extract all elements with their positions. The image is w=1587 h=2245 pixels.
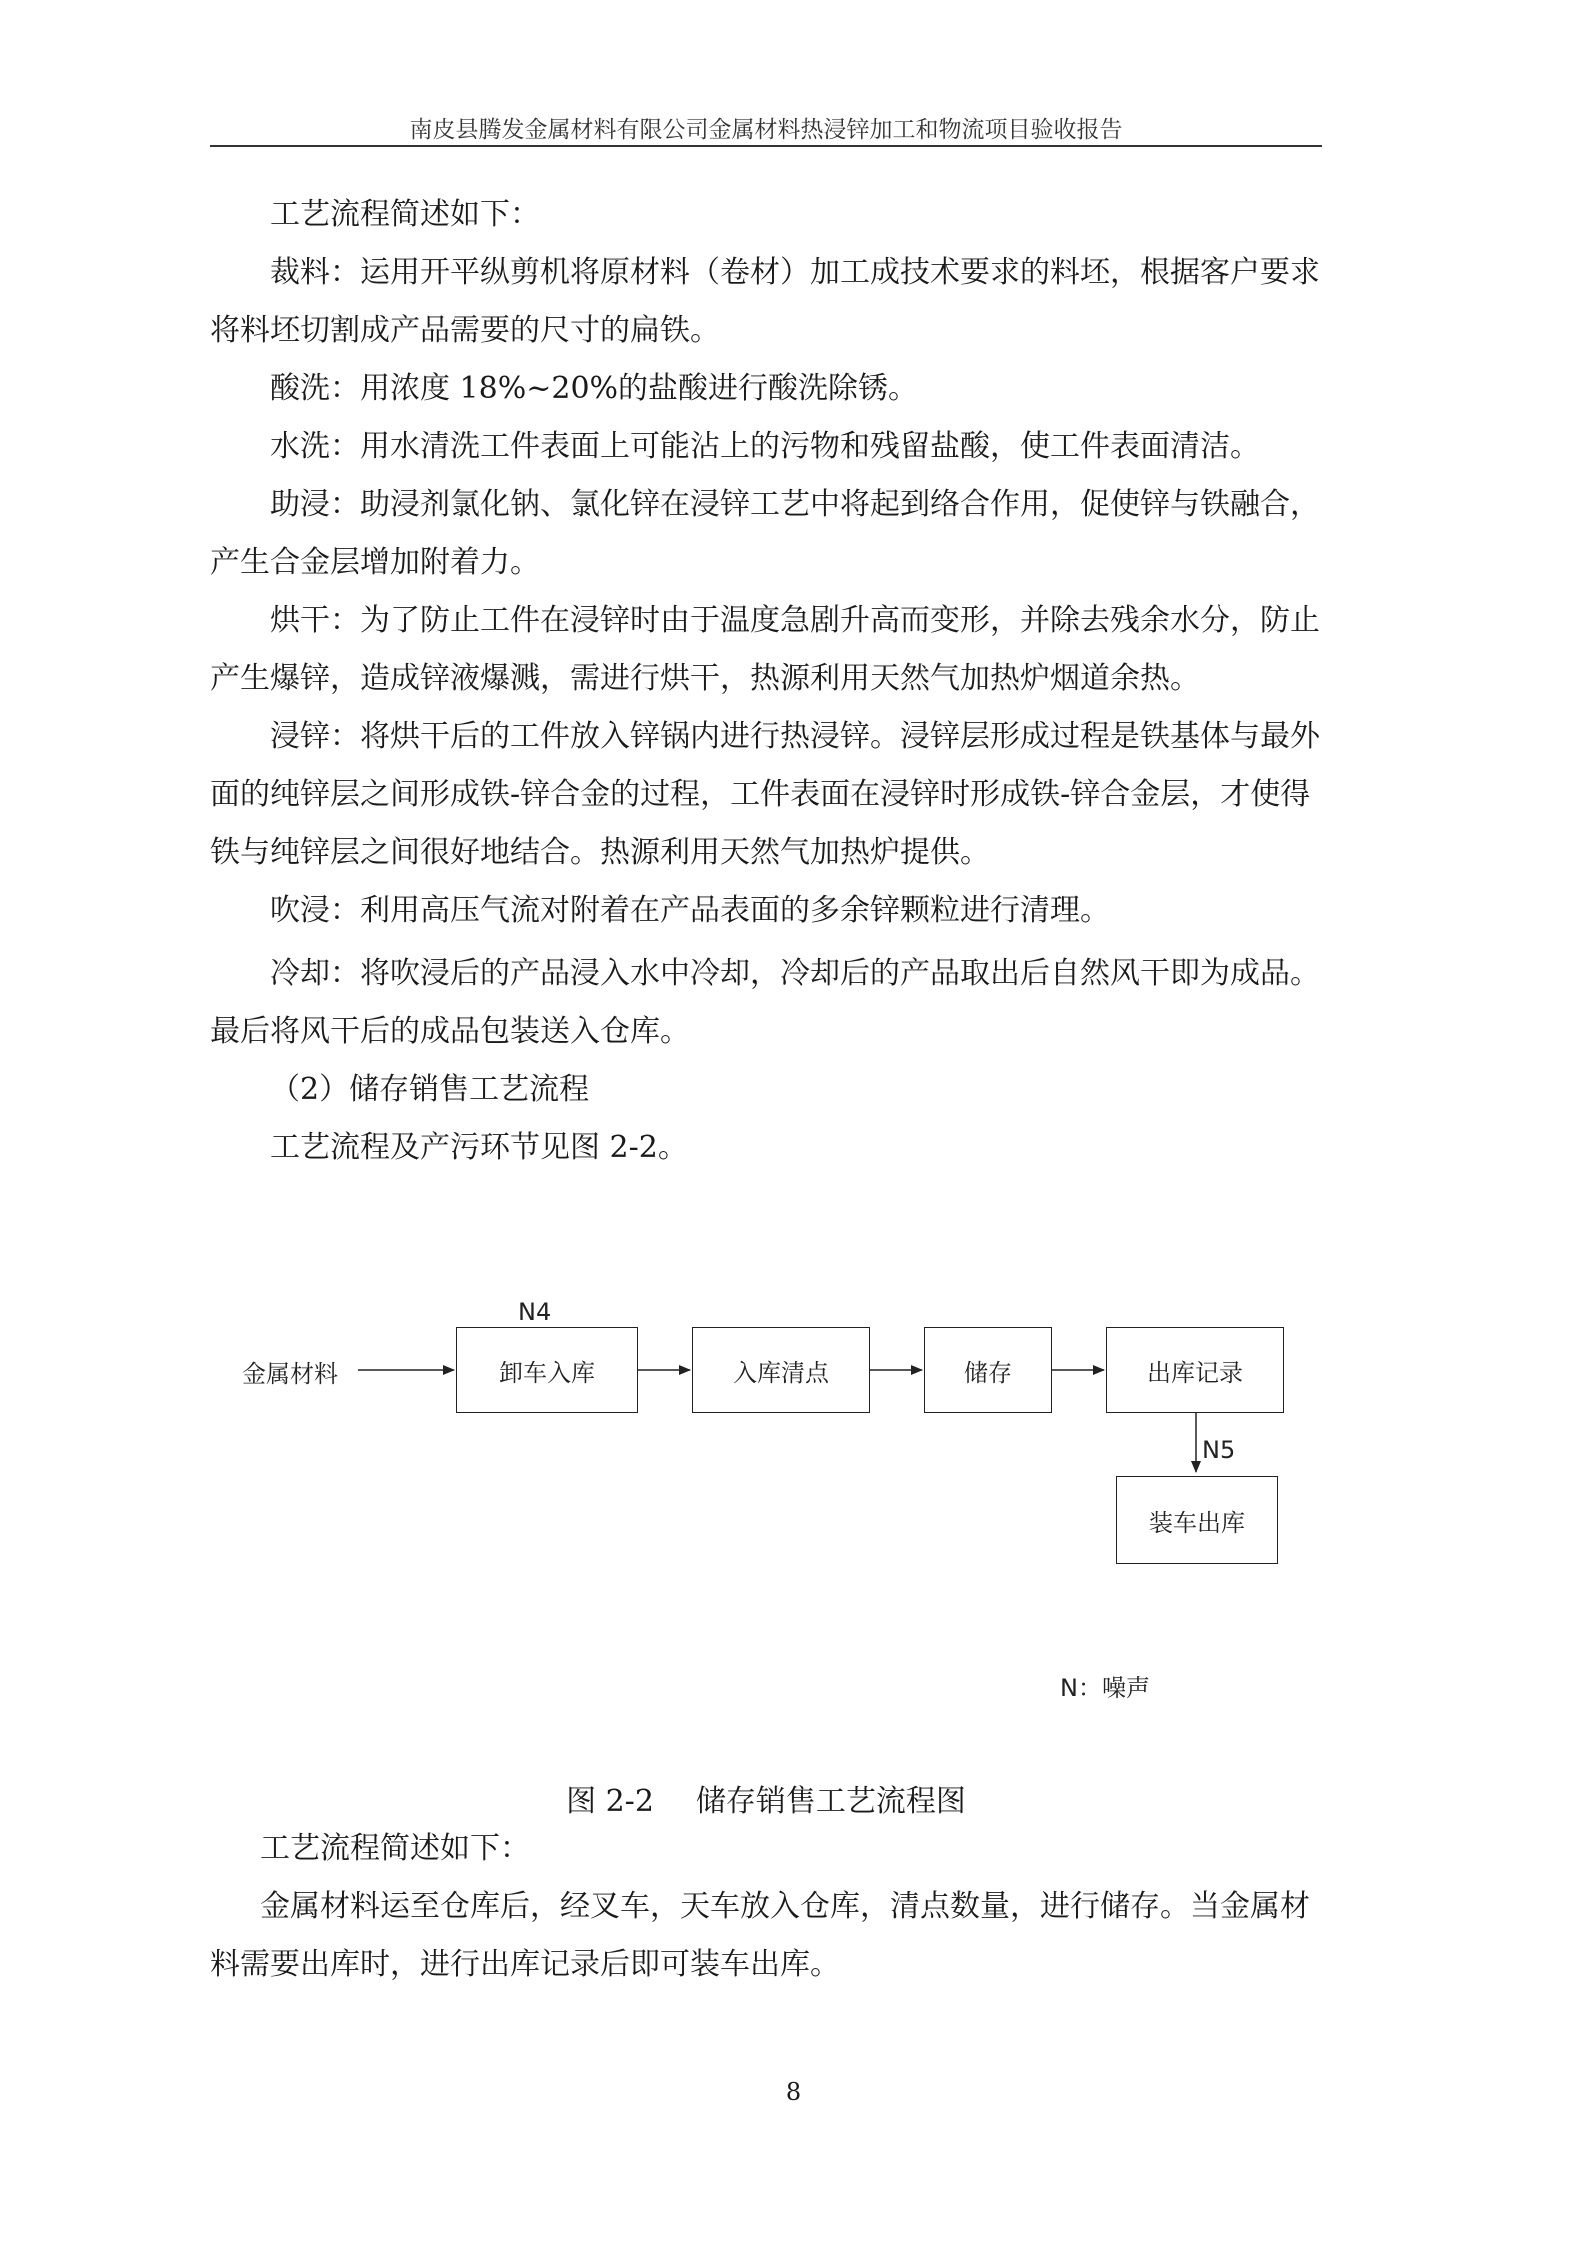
- paragraph: 裁料：运用开平纵剪机将原材料（卷材）加工成技术要求的料坯，根据客户要求将料坯切割成产品需要的尺寸的扁铁。: [210, 255, 1320, 348]
- storage-sales-flowchart: [230, 1288, 1330, 1718]
- box-unload-storage: 卸车入库: [456, 1327, 638, 1413]
- paragraph: 酸洗：用浓度 18%~20%的盐酸进行酸洗除锈。: [270, 371, 919, 406]
- paragraph: 工艺流程及产污环节见图 2-2。: [270, 1130, 688, 1165]
- paragraph: 工艺流程简述如下：: [270, 197, 540, 232]
- process-description: [210, 186, 1322, 1177]
- box-outbound-record: 出库记录: [1106, 1327, 1284, 1413]
- paragraph: 冷却：将吹浸后的产品浸入水中冷却，冷却后的产品取出后自然风干即为成品。最后将风干后的成品包装送入仓库。: [210, 956, 1320, 1049]
- figure-caption: [210, 1776, 1322, 1820]
- paragraph: 烘干：为了防止工件在浸锌时由于温度急剧升高而变形，并除去残余水分，防止产生爆锌，造成锌液爆溅，需进行烘干，热源利用天然气加热炉烟道余热。: [210, 603, 1320, 696]
- noise-label-n4: N4: [518, 1298, 552, 1326]
- box-load-outbound: 装车出库: [1116, 1476, 1278, 1564]
- noise-legend: N：噪声: [1060, 1674, 1150, 1702]
- box-storage: 储存: [924, 1327, 1052, 1413]
- paragraph: 助浸：助浸剂氯化钠、氯化锌在浸锌工艺中将起到络合作用，促使锌与铁融合，产生合金层增加附着力。: [210, 487, 1320, 580]
- paragraph: 吹浸：利用高压气流对附着在产品表面的多余锌颗粒进行清理。: [270, 893, 1110, 928]
- header-rule: [210, 145, 1322, 147]
- paragraph: 金属材料运至仓库后，经叉车，天车放入仓库，清点数量，进行储存。当金属材料需要出库时，进行出库记录后即可装车出库。: [210, 1889, 1310, 1982]
- storage-description: [210, 1820, 1322, 1994]
- box-inbound-count: 入库清点: [692, 1327, 870, 1413]
- input-label: 金属材料: [242, 1360, 338, 1388]
- page-header: 南皮县腾发金属材料有限公司金属材料热浸锌加工和物流项目验收报告: [409, 117, 1123, 143]
- figure-number: 图 2-2: [566, 1784, 654, 1819]
- paragraph: 浸锌：将烘干后的工件放入锌锅内进行热浸锌。浸锌层形成过程是铁基体与最外面的纯锌层之间形成铁-锌合金的过程，工件表面在浸锌时形成铁-锌合金层，才使得铁与纯锌层之间很好地结合。热源利用天然气加热炉提供。: [210, 719, 1320, 870]
- section-heading: （2）储存销售工艺流程: [270, 1072, 590, 1107]
- noise-label-n5: N5: [1202, 1436, 1236, 1464]
- figure-title: 储存销售工艺流程图: [695, 1784, 966, 1819]
- page-number: 8: [785, 2078, 802, 2106]
- paragraph: 工艺流程简述如下：: [260, 1831, 530, 1866]
- paragraph: 水洗：用水清洗工件表面上可能沾上的污物和残留盐酸，使工件表面清洁。: [270, 429, 1260, 464]
